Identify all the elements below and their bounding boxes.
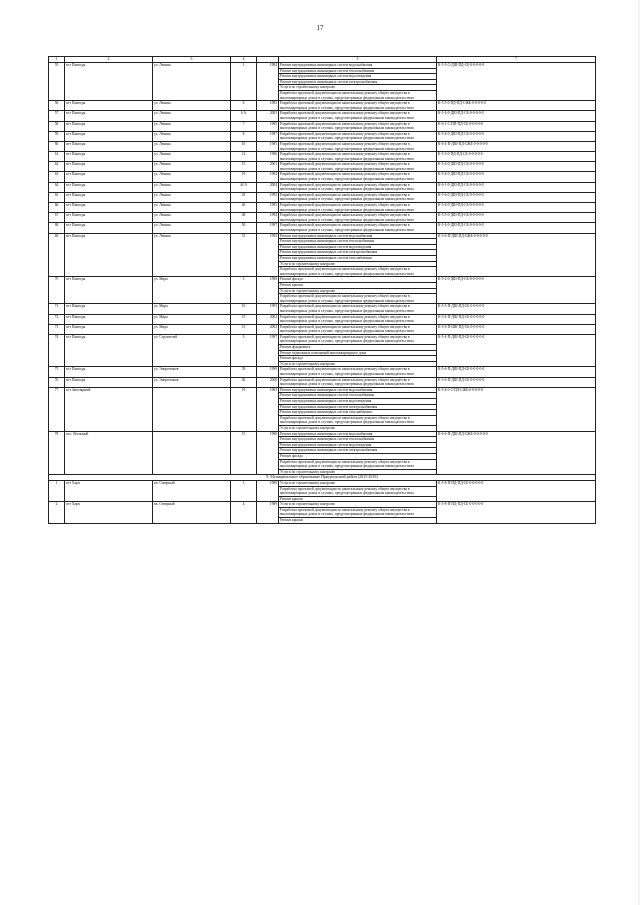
year-cell: 1986 <box>257 152 279 162</box>
work-item: Ремонт крыши <box>280 518 303 523</box>
table-row <box>49 172 596 182</box>
work-item: Разработка проектной документации по капитальному ремонту общего имущества в многоквартирных домах в случаях, предусмотренных федеральным законодательством <box>280 223 414 232</box>
row-number: 68 <box>49 223 65 233</box>
house-number-cell: 10 <box>231 141 257 151</box>
page-number: 17 <box>316 24 324 32</box>
house-number-cell: 15 <box>231 431 257 475</box>
house-code-cell: К-6-1-С-ПП-ПД-СБ-0-0-0-0-0 <box>437 121 596 131</box>
work-item: Ремонт внутридомовых инженерных систем газоснабжения <box>279 256 436 262</box>
works-cell <box>279 162 437 172</box>
works-cell <box>279 314 437 324</box>
table-body-section-a <box>49 63 596 475</box>
work-item: Ремонт внутридомовых инженерных систем газоснабжения <box>279 410 436 416</box>
house-code-cell: К-5-6-П-ДШ-ПД-СЖБ-0-0-0-0-0 <box>437 233 596 277</box>
work-item: Ремонт внутридомовых инженерных систем электроснабжения <box>279 80 436 86</box>
work-item: Разработка проектной документации по капитальному ремонту общего имущества в многоквартирных домах в случаях, предусмотренных федеральным законодательством <box>280 182 414 192</box>
table-row <box>49 192 596 202</box>
year-cell: 1995 <box>257 203 279 213</box>
house-number-cell: 50 <box>231 223 257 233</box>
house-code-cell: К-5-4-П-ДШ-ПД-СБ-0-0-0-0-0 <box>437 314 596 324</box>
work-item: Разработка проектной документации по капитальному ремонту общего имущества в многоквартирных домах в случаях, предусмотренных федеральным законодательством <box>280 131 414 141</box>
work-item: Разработка проектной документации по капитальному ремонту общего имущества в многоквартирных домах в случаях, предусмотренных федеральным законодательством <box>279 335 436 345</box>
street-cell: ул. Ленина <box>153 121 231 131</box>
settlement-cell: пгт Пангоды <box>65 121 153 131</box>
table-row <box>49 431 596 475</box>
settlement-cell: пгт Пангоды <box>65 223 153 233</box>
house-code-cell: К-6-6-П-ДШ-ПД-СЖБ-0-0-0-0-0 <box>437 431 596 475</box>
settlement-cell: пгт Пангоды <box>65 131 153 141</box>
settlement-cell: пгт Пангоды <box>65 152 153 162</box>
col-header: 3 <box>153 57 231 63</box>
work-item: Ремонт внутридомовых инженерных систем электроснабжения <box>279 405 436 411</box>
year-cell: 1983 <box>257 387 279 431</box>
work-item: Разработка проектной документации по капитальному ремонту общего имущества в многоквартирных домах в случаях, предусмотренных федеральным законодательством <box>280 367 414 377</box>
year-cell: 1984 <box>257 63 279 101</box>
work-item: Услуги по строительному контролю <box>279 85 436 91</box>
work-item: Ремонт фасада <box>279 277 436 283</box>
house-code-cell: К-5-4-0-ДШ-ПД-СБ-0-0-0-0-0 <box>437 162 596 172</box>
work-item: Разработка проектной документации по капитальному ремонту общего имущества в многоквартирных домах в случаях, предусмотренных федеральным законодательством <box>280 267 414 276</box>
works-cell <box>279 192 437 202</box>
house-number-cell: 39 <box>231 367 257 377</box>
works-cell <box>279 131 437 141</box>
house-code-cell: К-5-6-П-ДШ-ПД-СБ-0-0-0-0-0 <box>437 367 596 377</box>
table-row <box>49 182 596 192</box>
works-cell <box>279 277 437 304</box>
works-cell <box>279 387 437 431</box>
year-cell: 1997 <box>257 223 279 233</box>
works-cell <box>279 121 437 131</box>
house-number-cell: 15 <box>231 162 257 172</box>
work-item: Услуги по строительному контролю <box>279 262 436 268</box>
work-item: Ремонт внутридомовых инженерных систем водоотведения <box>279 74 436 80</box>
settlement-cell: пгт Пангоды <box>65 192 153 202</box>
house-code-cell: К-5-8-П-ПД-ПД-СБ-0-0-0-0-0 <box>437 502 596 523</box>
year-cell: 1990 <box>257 431 279 475</box>
work-item: Ремонт внутридомовых инженерных систем водоотведения <box>279 245 436 251</box>
works-cell <box>279 111 437 121</box>
row-number: 75 <box>49 367 65 377</box>
year-cell: 2003 <box>257 111 279 121</box>
row-number: 78 <box>49 431 65 475</box>
house-code-cell: К-5-6-0-ДШ-ПД-СБ-0-0-0-0-0 <box>437 192 596 202</box>
work-item: Ремонт внутридомовых инженерных систем водоснабжения <box>279 63 436 69</box>
work-item: Разработка проектной документации по капитальному ремонту общего имущества в многоквартирных домах в случаях, предусмотренных федеральным законодательством <box>280 90 414 100</box>
works-cell <box>279 141 437 151</box>
year-cell: 2004 <box>257 182 279 192</box>
house-code-cell: К-5-4-0-ДШ-ПД-СБ-0-0-0-0-0 <box>437 172 596 182</box>
work-item: Ремонт фундамента <box>279 345 436 351</box>
year-cell: 1989 <box>257 502 279 523</box>
row-number: 64 <box>49 182 65 192</box>
street-cell: ул. Мира <box>153 324 231 334</box>
row-number: 61 <box>49 152 65 162</box>
work-item: Услуги по строительному контролю <box>279 289 436 295</box>
year-cell: 1985 <box>257 121 279 131</box>
col-header: 4 <box>231 57 257 63</box>
house-code-cell: К-5-2-0-ДШ-ПД-СБ-0-0-0-0-0 <box>437 277 596 304</box>
year-cell: 2001 <box>257 162 279 172</box>
row-number: 71 <box>49 304 65 314</box>
street-cell: ул. Мира <box>153 314 231 324</box>
year-cell: 1995 <box>257 192 279 202</box>
row-number: 56 <box>49 101 65 111</box>
table-row <box>49 377 596 387</box>
row-number: 66 <box>49 203 65 213</box>
house-code-cell: К-5-4-П-ДШ-ПД-СБ-0-0-0-0-0 <box>437 334 596 367</box>
works-cell <box>279 304 437 314</box>
house-number-cell: 4 <box>231 502 257 523</box>
row-number: 1 <box>49 480 65 501</box>
table-row <box>49 502 596 523</box>
house-number-cell: 15 <box>231 324 257 334</box>
works-cell <box>279 324 437 334</box>
street-cell: ул. Ленина <box>153 101 231 111</box>
work-item: Ремонт крыши <box>280 496 303 501</box>
settlement-cell: пгт Пангоды <box>65 367 153 377</box>
row-number: 67 <box>49 213 65 223</box>
row-number: 65 <box>49 192 65 202</box>
settlement-cell: пгт Пангоды <box>65 233 153 277</box>
work-item: Разработка проектной документации по капитальному ремонту общего имущества в многоквартирных домах в случаях, предусмотренных федеральным законодательством <box>280 203 414 212</box>
street-cell <box>153 431 231 475</box>
year-cell: 1993 <box>257 304 279 314</box>
work-item: Разработка проектной документации по капитальному ремонту общего имущества в многоквартирных домах в случаях, предусмотренных федеральным законодательством <box>280 192 414 202</box>
settlement-cell: пгт Пангоды <box>65 101 153 111</box>
work-item: Разработка проектной документации по капитальному ремонту общего имущества в многоквартирных домах в случаях, предусмотренных федеральным законодательством <box>279 487 436 497</box>
settlement-cell: пгт Заполярный <box>65 387 153 431</box>
year-cell: 1985 <box>257 101 279 111</box>
year-cell: 1987 <box>257 131 279 141</box>
street-cell: ул. Строителей <box>153 334 231 367</box>
col-header: 5 <box>279 57 437 63</box>
settlement-cell: пгт Пангоды <box>65 377 153 387</box>
settlement-cell: пгт Пангоды <box>65 172 153 182</box>
table-row <box>49 213 596 223</box>
house-code-cell: К-5-6-П-ШК-ПД-СБ-0-0-0-0-0 <box>437 324 596 334</box>
house-code-cell: К-5-3-С-ДШ-ПД-СБ-0-0-0-0-0 <box>437 63 596 101</box>
year-cell: 2002 <box>257 324 279 334</box>
street-cell <box>153 387 231 431</box>
settlement-cell: пгт Пангоды <box>65 304 153 314</box>
table-row <box>49 63 596 101</box>
settlement-cell: пгт Пангоды <box>65 213 153 223</box>
house-code-cell: К-5-8-П-ПД-ПД-СБ-0-0-0-0-0 <box>437 480 596 501</box>
year-cell: 2002 <box>257 314 279 324</box>
street-cell: ул. Ленина <box>153 131 231 141</box>
works-cell <box>279 172 437 182</box>
street-cell: кв. Северный <box>153 502 231 523</box>
work-item: Разработка проектной документации по капитальному ремонту общего имущества в многоквартирных домах в случаях, предусмотренных федеральным законодательством <box>280 324 414 334</box>
work-item: Ремонт подвальных помещений многоквартирного дома <box>279 351 436 357</box>
house-code-cell: К-5-4-0-ДШ-ПД-СБ-0-0-0-0-0 <box>437 203 596 213</box>
row-number: 72 <box>49 314 65 324</box>
row-number: 76 <box>49 377 65 387</box>
works-cell <box>279 480 437 501</box>
house-code-cell: К-5-4-0-С-ПД-СЖБ-0-0-0-0-0 <box>437 387 596 431</box>
house-number-cell: 6 <box>231 101 257 111</box>
house-code-cell: К-5-4-0-ДШ-ПД-СБ-0-0-0-0-0 <box>437 111 596 121</box>
work-item: Разработка проектной документации по капитальному ремонту общего имущества в многоквартирных домах в случаях, предусмотренных федеральным законодательством <box>280 141 414 151</box>
table-row <box>49 233 596 277</box>
row-number: 57 <box>49 111 65 121</box>
house-number-cell: 3 <box>231 334 257 367</box>
house-number-cell: 44 А <box>231 182 257 192</box>
house-number-cell: 19 <box>231 387 257 431</box>
year-cell: 1999 <box>257 367 279 377</box>
table-row <box>49 223 596 233</box>
table-row <box>49 367 596 377</box>
table-row <box>49 277 596 304</box>
year-cell: 1985 <box>257 141 279 151</box>
works-cell <box>279 101 437 111</box>
work-item: Ремонт крыши <box>279 283 436 289</box>
section-title: 9. Муниципальное образование Приуральский район (2015-2019) <box>49 475 596 481</box>
settlement-cell: пгт Пангоды <box>65 63 153 101</box>
house-code-cell: К-5-5-0-ДШ-ПД-СБ-0-0-0-0-0 <box>437 213 596 223</box>
table-row <box>49 121 596 131</box>
table-row <box>49 141 596 151</box>
house-number-cell: 5 <box>231 277 257 304</box>
year-cell: 1994 <box>257 213 279 223</box>
house-number-cell: 46 <box>231 203 257 213</box>
street-cell: ул. Ленина <box>153 233 231 277</box>
table-row <box>49 162 596 172</box>
work-item: Разработка проектной документации по капитальному ремонту общего имущества в многоквартирных домах в случаях, предусмотренных федеральным законодательством <box>280 162 414 171</box>
work-item: Разработка проектной документации по капитальному ремонту общего имущества в многоквартирных домах в случаях, предусмотренных федеральным законодательством <box>280 172 414 182</box>
work-item: Услуги по строительному контролю <box>280 425 336 430</box>
street-cell: ул. Мира <box>153 277 231 304</box>
work-item: Ремонт фасада <box>279 454 436 460</box>
works-cell <box>279 367 437 377</box>
street-cell: ул. Ленина <box>153 63 231 101</box>
work-item: Разработка проектной документации по капитальному ремонту общего имущества в многоквартирных домах в случаях, предусмотренных федеральным законодательством <box>280 101 414 110</box>
house-number-cell: 8 <box>231 131 257 141</box>
work-item: Разработка проектной документации по капитальному ремонту общего имущества в многоквартирных домах в случаях, предусмотренных федеральным законодательством <box>280 111 414 120</box>
street-cell: ул. Ленина <box>153 141 231 151</box>
work-item: Ремонт внутридомовых инженерных систем водоотведения <box>279 399 436 405</box>
house-code-cell: К-5-4-0-ДШ-ПД-СБ-0-0-0-0-0 <box>437 131 596 141</box>
settlement-cell: пгт Пангоды <box>65 314 153 324</box>
works-cell <box>279 502 437 523</box>
year-cell: 1996 <box>257 277 279 304</box>
row-number: 77 <box>49 387 65 431</box>
col-header: 1 <box>49 57 65 63</box>
row-number: 69 <box>49 233 65 277</box>
year-cell: 1997 <box>257 334 279 367</box>
table-row <box>49 111 596 121</box>
col-header: 7 <box>437 57 596 63</box>
row-number: 63 <box>49 172 65 182</box>
house-number-cell: 3 <box>231 480 257 501</box>
work-item: Услуги по строительному контролю <box>279 502 436 508</box>
work-item: Ремонт внутридомовых инженерных систем электроснабжения <box>279 250 436 256</box>
table-row <box>49 387 596 431</box>
street-cell: ул. Энергетиков <box>153 377 231 387</box>
street-cell: ул. Ленина <box>153 162 231 172</box>
works-cell <box>279 213 437 223</box>
work-item: Ремонт фасада <box>279 356 436 362</box>
house-code-cell: К-6-4-П-ДШ-ПД-СЖБ-0-0-0-0-0 <box>437 141 596 151</box>
works-cell <box>279 152 437 162</box>
settlement-cell: пгт Харп <box>65 480 153 501</box>
work-item: Ремонт внутридомовых инженерных систем водоснабжения <box>279 388 436 394</box>
settlement-cell: пос. Ягельный <box>65 431 153 475</box>
house-code-cell: К-5-4-0-ДШ-ПД-СБ-0-0-0-0-0 <box>437 223 596 233</box>
house-code-cell: К-5-5-0-ПД-ПД-СЖБ-0-0-0-0-0 <box>437 101 596 111</box>
street-cell: ул. Ленина <box>153 192 231 202</box>
work-item: Разработка проектной документации по капитальному ремонту общего имущества в многоквартирных домах в случаях, предусмотренных федеральным законодательством <box>280 152 414 161</box>
table-row <box>49 480 596 501</box>
settlement-cell: пгт Пангоды <box>65 162 153 172</box>
settlement-cell: пгт Харп <box>65 502 153 523</box>
work-item: Ремонт внутридомовых инженерных систем теплоснабжения <box>279 437 436 443</box>
work-item: Ремонт внутридомовых инженерных систем теплоснабжения <box>279 69 436 75</box>
works-cell <box>279 377 437 387</box>
row-number: 74 <box>49 334 65 367</box>
table-row <box>49 101 596 111</box>
house-code-cell: К-5-3-0-ПД-ПД-СБ-0-0-0-0-0 <box>437 152 596 162</box>
house-code-cell: К-5-5-П-ДШ-ПД-СБ-0-0-0-0-0 <box>437 304 596 314</box>
street-cell: ул. Ленина <box>153 203 231 213</box>
row-number: 70 <box>49 277 65 304</box>
street-cell: ул. Мира <box>153 304 231 314</box>
settlement-cell: пгт Пангоды <box>65 111 153 121</box>
work-item: Разработка проектной документации по капитальному ремонту общего имущества в многоквартирных домах в случаях, предусмотренных федеральным законодательством <box>279 416 436 426</box>
house-number-cell: 45 <box>231 192 257 202</box>
street-cell: ул. Ленина <box>153 152 231 162</box>
settlement-cell: пгт Пангоды <box>65 141 153 151</box>
house-code-cell: К-5-6-П-ДШ-ПД-СБ-0-0-0-0-0 <box>437 377 596 387</box>
year-cell: 1988 <box>257 480 279 501</box>
works-cell <box>279 63 437 101</box>
table-row <box>49 314 596 324</box>
house-number-cell: 51 <box>231 233 257 277</box>
street-cell: ул. Ленина <box>153 213 231 223</box>
house-number-cell: 7 <box>231 121 257 131</box>
house-number-cell: 1 <box>231 63 257 101</box>
house-number-cell: 48 <box>231 213 257 223</box>
table-row <box>49 131 596 141</box>
street-cell: ул. Энергетиков <box>153 367 231 377</box>
house-number-cell: 40 <box>231 377 257 387</box>
house-number-cell: 19 <box>231 172 257 182</box>
row-number: 60 <box>49 141 65 151</box>
house-number-cell: 15 <box>231 314 257 324</box>
table-row <box>49 152 596 162</box>
street-cell: ул. Ленина <box>153 182 231 192</box>
row-number: 55 <box>49 63 65 101</box>
work-item: Разработка проектной документации по капитальному ремонту общего имущества в многоквартирных домах в случаях, предусмотренных федеральным законодательством <box>280 213 414 222</box>
work-item: Разработка проектной документации по капитальному ремонту общего имущества в многоквартирных домах в случаях, предусмотренных федеральным законодательством <box>280 294 414 303</box>
works-cell <box>279 334 437 367</box>
work-item: Услуги по строительному контролю <box>280 361 336 366</box>
settlement-cell: пгт Пангоды <box>65 203 153 213</box>
street-cell: кв. Северный <box>153 480 231 501</box>
works-cell <box>279 431 437 475</box>
work-item: Ремонт внутридомовых инженерных систем теплоснабжения <box>279 239 436 245</box>
house-number-cell: 6 А <box>231 111 257 121</box>
table-body-section-b <box>49 480 596 523</box>
settlement-cell: пгт Пангоды <box>65 277 153 304</box>
street-cell: ул. Ленина <box>153 223 231 233</box>
work-item: Ремонт внутридомовых инженерных систем водоснабжения <box>279 234 436 240</box>
work-item: Ремонт внутридомовых инженерных систем электроснабжения <box>279 448 436 454</box>
work-item: Разработка проектной документации по капитальному ремонту общего имущества в многоквартирных домах в случаях, предусмотренных федеральным законодательством <box>280 377 414 387</box>
work-item: Разработка проектной документации по капитальному ремонту общего имущества в многоквартирных домах в случаях, предусмотренных федеральным законодательством <box>280 121 414 131</box>
row-number: 2 <box>49 502 65 523</box>
year-cell: 2000 <box>257 377 279 387</box>
row-number: 59 <box>49 131 65 141</box>
col-header: 2 <box>65 57 153 63</box>
table-row <box>49 334 596 367</box>
work-item: Разработка проектной документации по капитальному ремонту общего имущества в многоквартирных домах в случаях, предусмотренных федеральным законодательством <box>279 460 436 470</box>
register-table <box>48 56 596 524</box>
year-cell: 1984 <box>257 172 279 182</box>
house-code-cell: К-6-1-0-ДШ-ПД-СБ-0-0-0-0-0 <box>437 182 596 192</box>
row-number: 58 <box>49 121 65 131</box>
works-cell <box>279 223 437 233</box>
row-number: 62 <box>49 162 65 172</box>
work-item: Разработка проектной документации по капитальному ремонту общего имущества в многоквартирных домах в случаях, предусмотренных федеральным законодательством <box>279 508 436 518</box>
settlement-cell: пгт Пангоды <box>65 334 153 367</box>
work-item: Разработка проектной документации по капитальному ремонту общего имущества в многоквартирных домах в случаях, предусмотренных федеральным законодательством <box>280 314 414 324</box>
works-cell <box>279 203 437 213</box>
settlement-cell: пгт Пангоды <box>65 182 153 192</box>
settlement-cell: пгт Пангоды <box>65 324 153 334</box>
work-item: Ремонт внутридомовых инженерных систем теплоснабжения <box>279 393 436 399</box>
table-row <box>49 324 596 334</box>
works-cell <box>279 182 437 192</box>
work-item: Услуги по строительному контролю <box>279 481 436 487</box>
street-cell: ул. Ленина <box>153 111 231 121</box>
house-number-cell: 10 <box>231 304 257 314</box>
year-cell: 1992 <box>257 233 279 277</box>
table-row <box>49 203 596 213</box>
table-row <box>49 304 596 314</box>
work-item: Разработка проектной документации по капитальному ремонту общего имущества в многоквартирных домах в случаях, предусмотренных федеральным законодательством <box>280 304 414 313</box>
house-number-cell: 12 <box>231 152 257 162</box>
work-item: Ремонт внутридомовых инженерных систем водоснабжения <box>279 432 436 438</box>
work-item: Ремонт внутридомовых инженерных систем водоотведения <box>279 443 436 449</box>
row-number: 73 <box>49 324 65 334</box>
works-cell <box>279 233 437 277</box>
work-item: Услуги по строительному контролю <box>280 469 336 474</box>
street-cell: ул. Ленина <box>153 172 231 182</box>
